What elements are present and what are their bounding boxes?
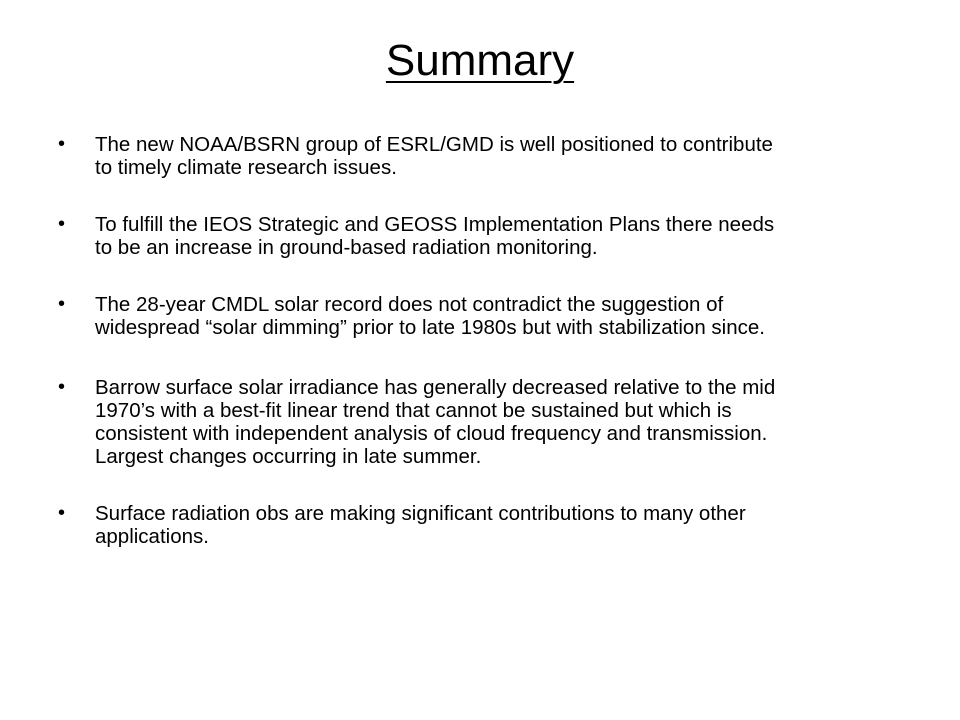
bullet-line: The new NOAA/BSRN group of ESRL/GMD is well positioned to contribute	[95, 133, 773, 156]
bullet-icon: •	[58, 502, 66, 524]
bullet-line: applications.	[95, 525, 209, 548]
bullet-line: To fulfill the IEOS Strategic and GEOSS Implementation Plans there needs	[95, 213, 775, 236]
bullet-line: The 28-year CMDL solar record does not contradict the suggestion of	[95, 293, 724, 316]
bullet-line: 1970’s with a best-fit linear trend that cannot be sustained but which is	[95, 399, 732, 422]
bullet-line: to timely climate research issues.	[95, 156, 397, 179]
bullet-icon: •	[58, 133, 66, 155]
bullet-icon: •	[58, 376, 66, 398]
bullet-icon: •	[58, 293, 66, 315]
bullet-text	[95, 502, 895, 548]
bullet-text	[95, 133, 895, 179]
bullet-line: Barrow surface solar irradiance has generally decreased relative to the mid	[95, 376, 776, 399]
bullet-line: widespread “solar dimming” prior to late 1980s but with stabilization since.	[95, 316, 765, 339]
slide-title-text: Summary	[385, 36, 575, 85]
bullet-icon: •	[58, 213, 66, 235]
bullet-line: consistent with independent analysis of cloud frequency and transmission.	[95, 422, 768, 445]
bullet-line: to be an increase in ground-based radiation monitoring.	[95, 236, 598, 259]
bullet-line: Surface radiation obs are making significant contributions to many other	[95, 502, 746, 525]
bullet-text	[95, 293, 895, 339]
bullet-line: Largest changes occurring in late summer.	[95, 445, 482, 468]
bullet-text	[95, 213, 895, 259]
bullet-text	[95, 376, 895, 468]
